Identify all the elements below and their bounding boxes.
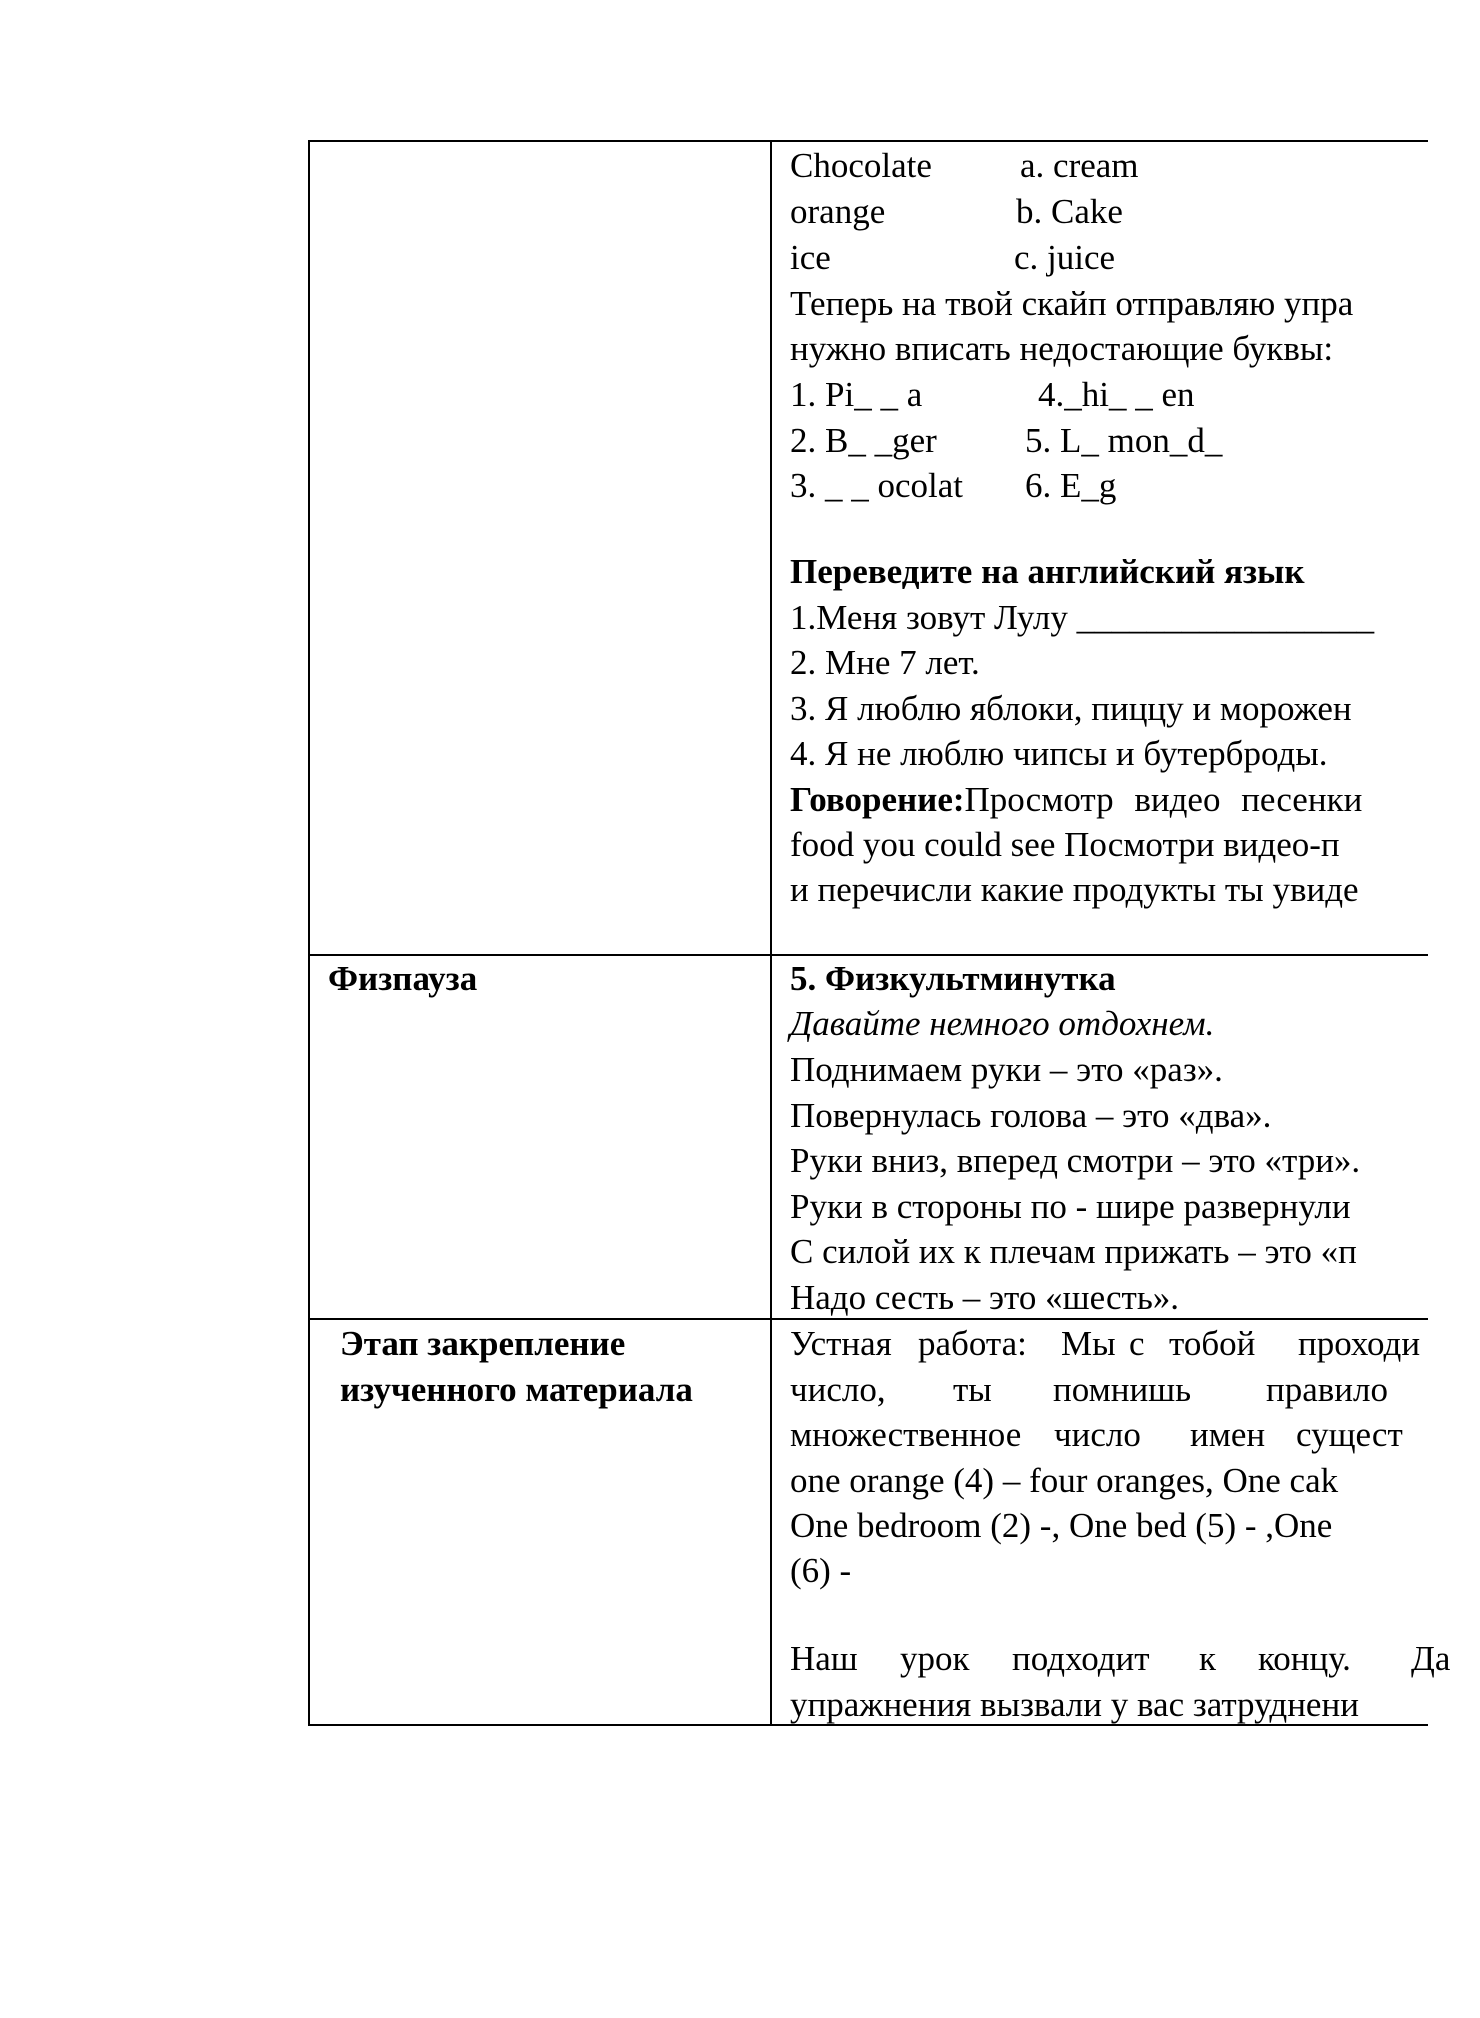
table-column-divider	[770, 140, 772, 1726]
fizminutka-line-1: Поднимаем руки – это «раз».	[790, 1050, 1223, 1089]
matching-left-1: Chocolate	[790, 146, 932, 185]
word: помнишь	[1053, 1370, 1192, 1409]
word: Устная	[790, 1324, 892, 1363]
matching-left-3: ice	[790, 238, 831, 277]
translate-heading: Переведите на английский язык	[790, 552, 1305, 591]
word: тобой	[1169, 1324, 1256, 1363]
word: Мы	[1061, 1324, 1116, 1363]
speaking-line-3: и перечисли какие продукты ты увиде	[790, 870, 1359, 909]
word: Наш	[790, 1639, 858, 1678]
gap-item-6: 6. E_g	[1025, 466, 1117, 505]
word: множественное	[790, 1415, 1022, 1454]
word: к	[1199, 1639, 1217, 1678]
fizminutka-line-2: Повернулась голова – это «два».	[790, 1096, 1272, 1135]
fizminutka-heading: 5. Физкультминутка	[790, 959, 1116, 998]
translate-item-2: 2. Мне 7 лет.	[790, 643, 980, 682]
gap-item-1: 1. Pi_ _ a	[790, 375, 923, 414]
table-left-border	[308, 140, 310, 1726]
word: число,	[790, 1370, 886, 1409]
matching-right-1: a. cream	[1020, 146, 1139, 185]
word: сущест	[1296, 1415, 1403, 1454]
table-top-border	[308, 140, 1428, 142]
word: работа:	[918, 1324, 1027, 1363]
word: число	[1054, 1415, 1141, 1454]
fizminutka-line-3: Руки вниз, вперед смотри – это «три».	[790, 1141, 1361, 1180]
oral-work-line-4: one orange (4) – four oranges, One cak	[790, 1461, 1339, 1500]
gap-item-2: 2. B_ _ger	[790, 421, 937, 460]
stage-consolidation-line-2: изученного материала	[340, 1370, 693, 1409]
word: концу.	[1258, 1639, 1351, 1678]
word: с	[1129, 1324, 1145, 1363]
gap-item-3: 3. _ _ ocolat	[790, 466, 964, 505]
matching-right-3: c. juice	[1014, 238, 1116, 277]
word: урок	[900, 1639, 970, 1678]
closing-line-2: упражнения вызвали у вас затруднени	[790, 1685, 1359, 1724]
word: подходит	[1012, 1639, 1150, 1678]
gap-item-4: 4._hi_ _ en	[1038, 375, 1195, 414]
instruction-line-1: Теперь на твой скайп отправляю упра	[790, 284, 1354, 323]
fizminutka-line-6: Надо сесть – это «шесть».	[790, 1278, 1180, 1317]
word: ты	[953, 1370, 992, 1409]
fizminutka-subtitle: Давайте немного отдохнем.	[790, 1004, 1215, 1043]
word: имен	[1190, 1415, 1266, 1454]
speaking-line-2: food you could see Посмотри видео-п	[790, 825, 1340, 864]
word: Да	[1411, 1639, 1451, 1678]
stage-consolidation-line-1: Этап закрепление	[340, 1324, 626, 1363]
speaking-line-1	[790, 777, 1362, 823]
gap-item-5: 5. L_ mon_d_	[1025, 421, 1223, 460]
stage-fizpauza: Физпауза	[328, 959, 478, 998]
instruction-line-2: нужно вписать недостающие буквы:	[790, 329, 1334, 368]
speaking-label: Говорение:	[790, 780, 965, 819]
word: правило	[1266, 1370, 1388, 1409]
matching-right-2: b. Cake	[1016, 192, 1123, 231]
fizminutka-line-4: Руки в стороны по - шире развернули	[790, 1187, 1351, 1226]
word: проходи	[1298, 1324, 1421, 1363]
speaking-text-1: Просмотр видео песенки	[964, 780, 1363, 819]
matching-left-2: orange	[790, 192, 886, 231]
translate-item-3: 3. Я люблю яблоки, пиццу и морожен	[790, 689, 1352, 728]
fizminutka-line-5: С силой их к плечам прижать – это «п	[790, 1232, 1357, 1271]
oral-work-line-5: One bedroom (2) -, One bed (5) - ,One	[790, 1506, 1333, 1545]
translate-item-4: 4. Я не люблю чипсы и бутерброды.	[790, 734, 1328, 773]
oral-work-line-6: (6) -	[790, 1551, 852, 1590]
translate-item-1: 1.Меня зовут Лулу _________________	[790, 598, 1375, 637]
